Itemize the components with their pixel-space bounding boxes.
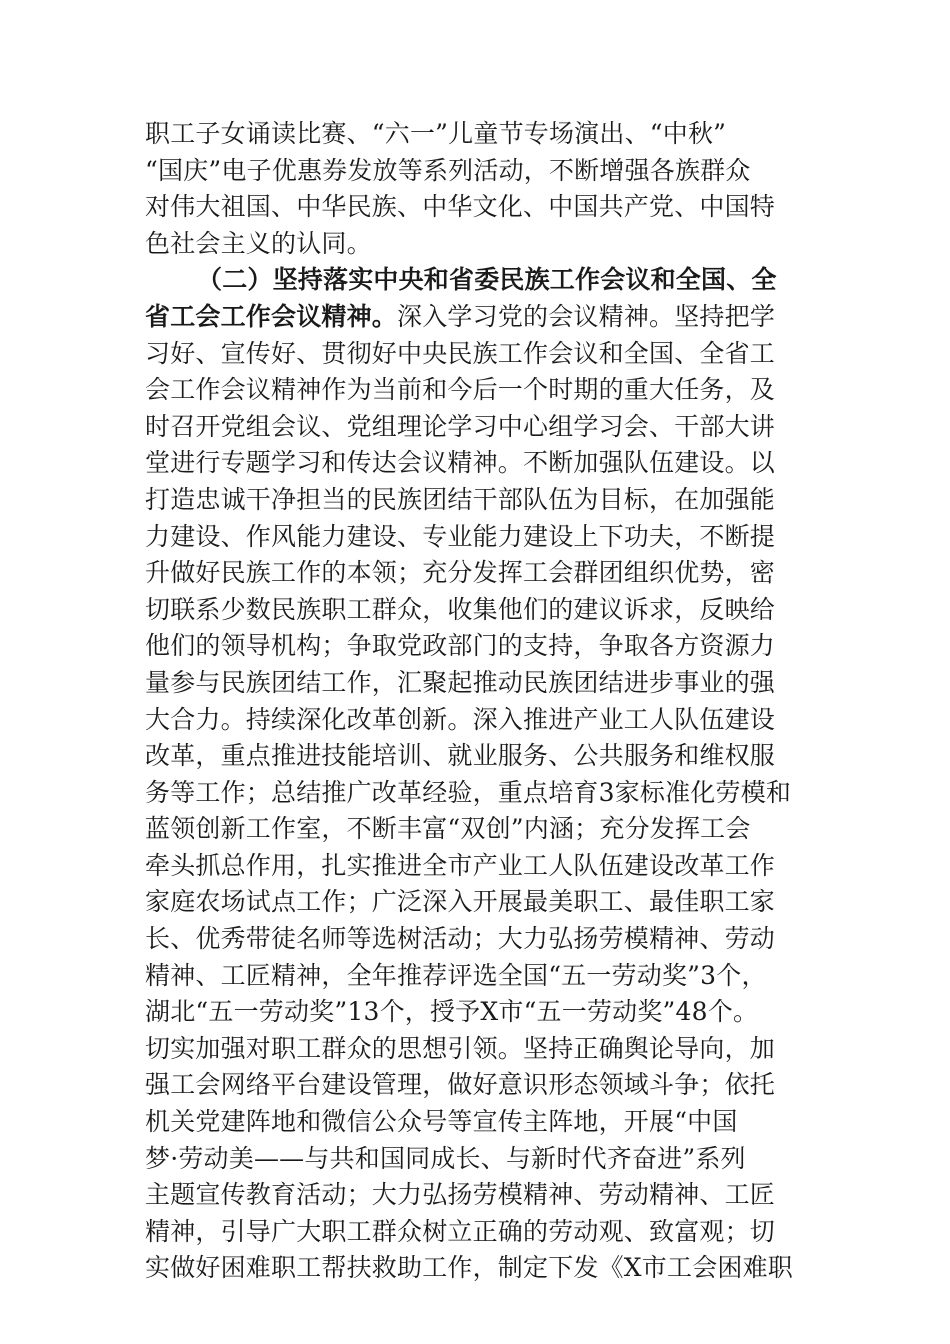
text-line — [145, 811, 835, 848]
line-text: 量参与民族团结工作，汇聚起推动民族团结进步事业的强 — [145, 667, 776, 697]
text-line — [145, 592, 835, 629]
line-text: 力建设、作风能力建设、专业能力建设上下功夫，不断提 — [145, 521, 776, 551]
text-line — [145, 1177, 835, 1214]
line-text: 升做好民族工作的本领；充分发挥工会群团组织优势，密 — [145, 558, 776, 588]
text-line — [145, 555, 835, 592]
text-line — [145, 1214, 835, 1251]
text-line — [145, 1067, 835, 1104]
text-line — [145, 775, 835, 812]
line-text: 强工会网络平台建设管理，做好意识形态领域斗争；依托 — [145, 1070, 776, 1100]
line-text: 蓝领创新工作室，不断丰富“双创”内涵；充分发挥工会 — [145, 814, 751, 844]
line-text: 堂进行专题学习和传达会议精神。不断加强队伍建设。以 — [145, 448, 776, 478]
text-line — [145, 116, 835, 153]
text-line — [145, 1104, 835, 1141]
text-line — [145, 519, 835, 556]
line-text: 习好、宣传好、贯彻好中央民族工作会议和全国、全省工 — [145, 338, 776, 368]
text-line — [145, 336, 835, 373]
text-line — [145, 702, 835, 739]
line-text: 梦·劳动美——与共和国同成长、与新时代齐奋进”系列 — [145, 1143, 746, 1173]
line-text: 务等工作；总结推广改革经验，重点培育3家标准化劳模和 — [145, 777, 792, 807]
section-heading: 省工会工作会议精神。 — [145, 301, 398, 331]
text-line — [145, 884, 835, 921]
text-line — [145, 1031, 835, 1068]
text-line — [145, 445, 835, 482]
line-text: 打造忠诚干净担当的民族团结干部队伍为目标，在加强能 — [145, 484, 776, 514]
body-text — [145, 116, 835, 1287]
text-line — [145, 848, 835, 885]
text-line — [145, 738, 835, 775]
text-line — [145, 372, 835, 409]
text-line — [145, 958, 835, 995]
line-text: 时召开党组会议、党组理论学习中心组学习会、干部大讲 — [145, 411, 776, 441]
line-text: 机关党建阵地和微信公众号等宣传主阵地，开展“中国 — [145, 1107, 738, 1137]
text-line — [145, 262, 835, 299]
line-text: 实做好困难职工帮扶救助工作，制定下发《X市工会困难职 — [145, 1253, 794, 1283]
line-text: 会工作会议精神作为当前和今后一个时期的重大任务，及 — [145, 375, 776, 405]
line-text: 他们的领导机构；争取党政部门的支持，争取各方资源力 — [145, 631, 776, 661]
line-text: 对伟大祖国、中华民族、中华文化、中国共产党、中国特 — [145, 192, 776, 222]
text-line — [145, 1141, 835, 1178]
text-line — [145, 665, 835, 702]
line-text: 切联系少数民族职工群众，收集他们的建议诉求，反映给 — [145, 594, 776, 624]
line-text: 主题宣传教育活动；大力弘扬劳模精神、劳动精神、工匠 — [145, 1180, 776, 1210]
line-text: 改革，重点推进技能培训、就业服务、公共服务和维权服 — [145, 741, 776, 771]
text-line — [145, 1250, 835, 1287]
text-line — [145, 409, 835, 446]
text-line — [145, 482, 835, 519]
section-heading: （二）坚持落实中央和省委民族工作会议和全国、全 — [197, 265, 777, 295]
line-text: 深入学习党的会议精神。坚持把学 — [397, 301, 776, 331]
line-text: 湖北“五一劳动奖”13个，授予X市“五一劳动奖”48个。 — [145, 997, 759, 1027]
text-line — [145, 189, 835, 226]
line-text: 长、优秀带徒名师等选树活动；大力弘扬劳模精神、劳动 — [145, 924, 776, 954]
text-line — [145, 226, 835, 263]
text-line — [145, 921, 835, 958]
text-line — [145, 628, 835, 665]
line-text: 职工子女诵读比赛、“六一”儿童节专场演出、“中秋” — [145, 119, 727, 148]
line-text: 精神，引导广大职工群众树立正确的劳动观、致富观；切 — [145, 1216, 776, 1246]
line-text: “国庆”电子优惠券发放等系列活动，不断增强各族群众 — [145, 155, 751, 185]
line-text: 精神、工匠精神，全年推荐评选全国“五一劳动奖”3个， — [145, 960, 767, 990]
line-text: 牵头抓总作用，扎实推进全市产业工人队伍建设改革工作 — [145, 850, 776, 880]
line-text: 切实加强对职工群众的思想引领。坚持正确舆论导向，加 — [145, 1033, 776, 1063]
text-line — [145, 153, 835, 190]
text-line — [145, 299, 835, 336]
line-text: 家庭农场试点工作；广泛深入开展最美职工、最佳职工家 — [145, 887, 776, 917]
line-text: 大合力。持续深化改革创新。深入推进产业工人队伍建设 — [145, 704, 776, 734]
text-line — [145, 994, 835, 1031]
line-text: 色社会主义的认同。 — [145, 228, 372, 258]
